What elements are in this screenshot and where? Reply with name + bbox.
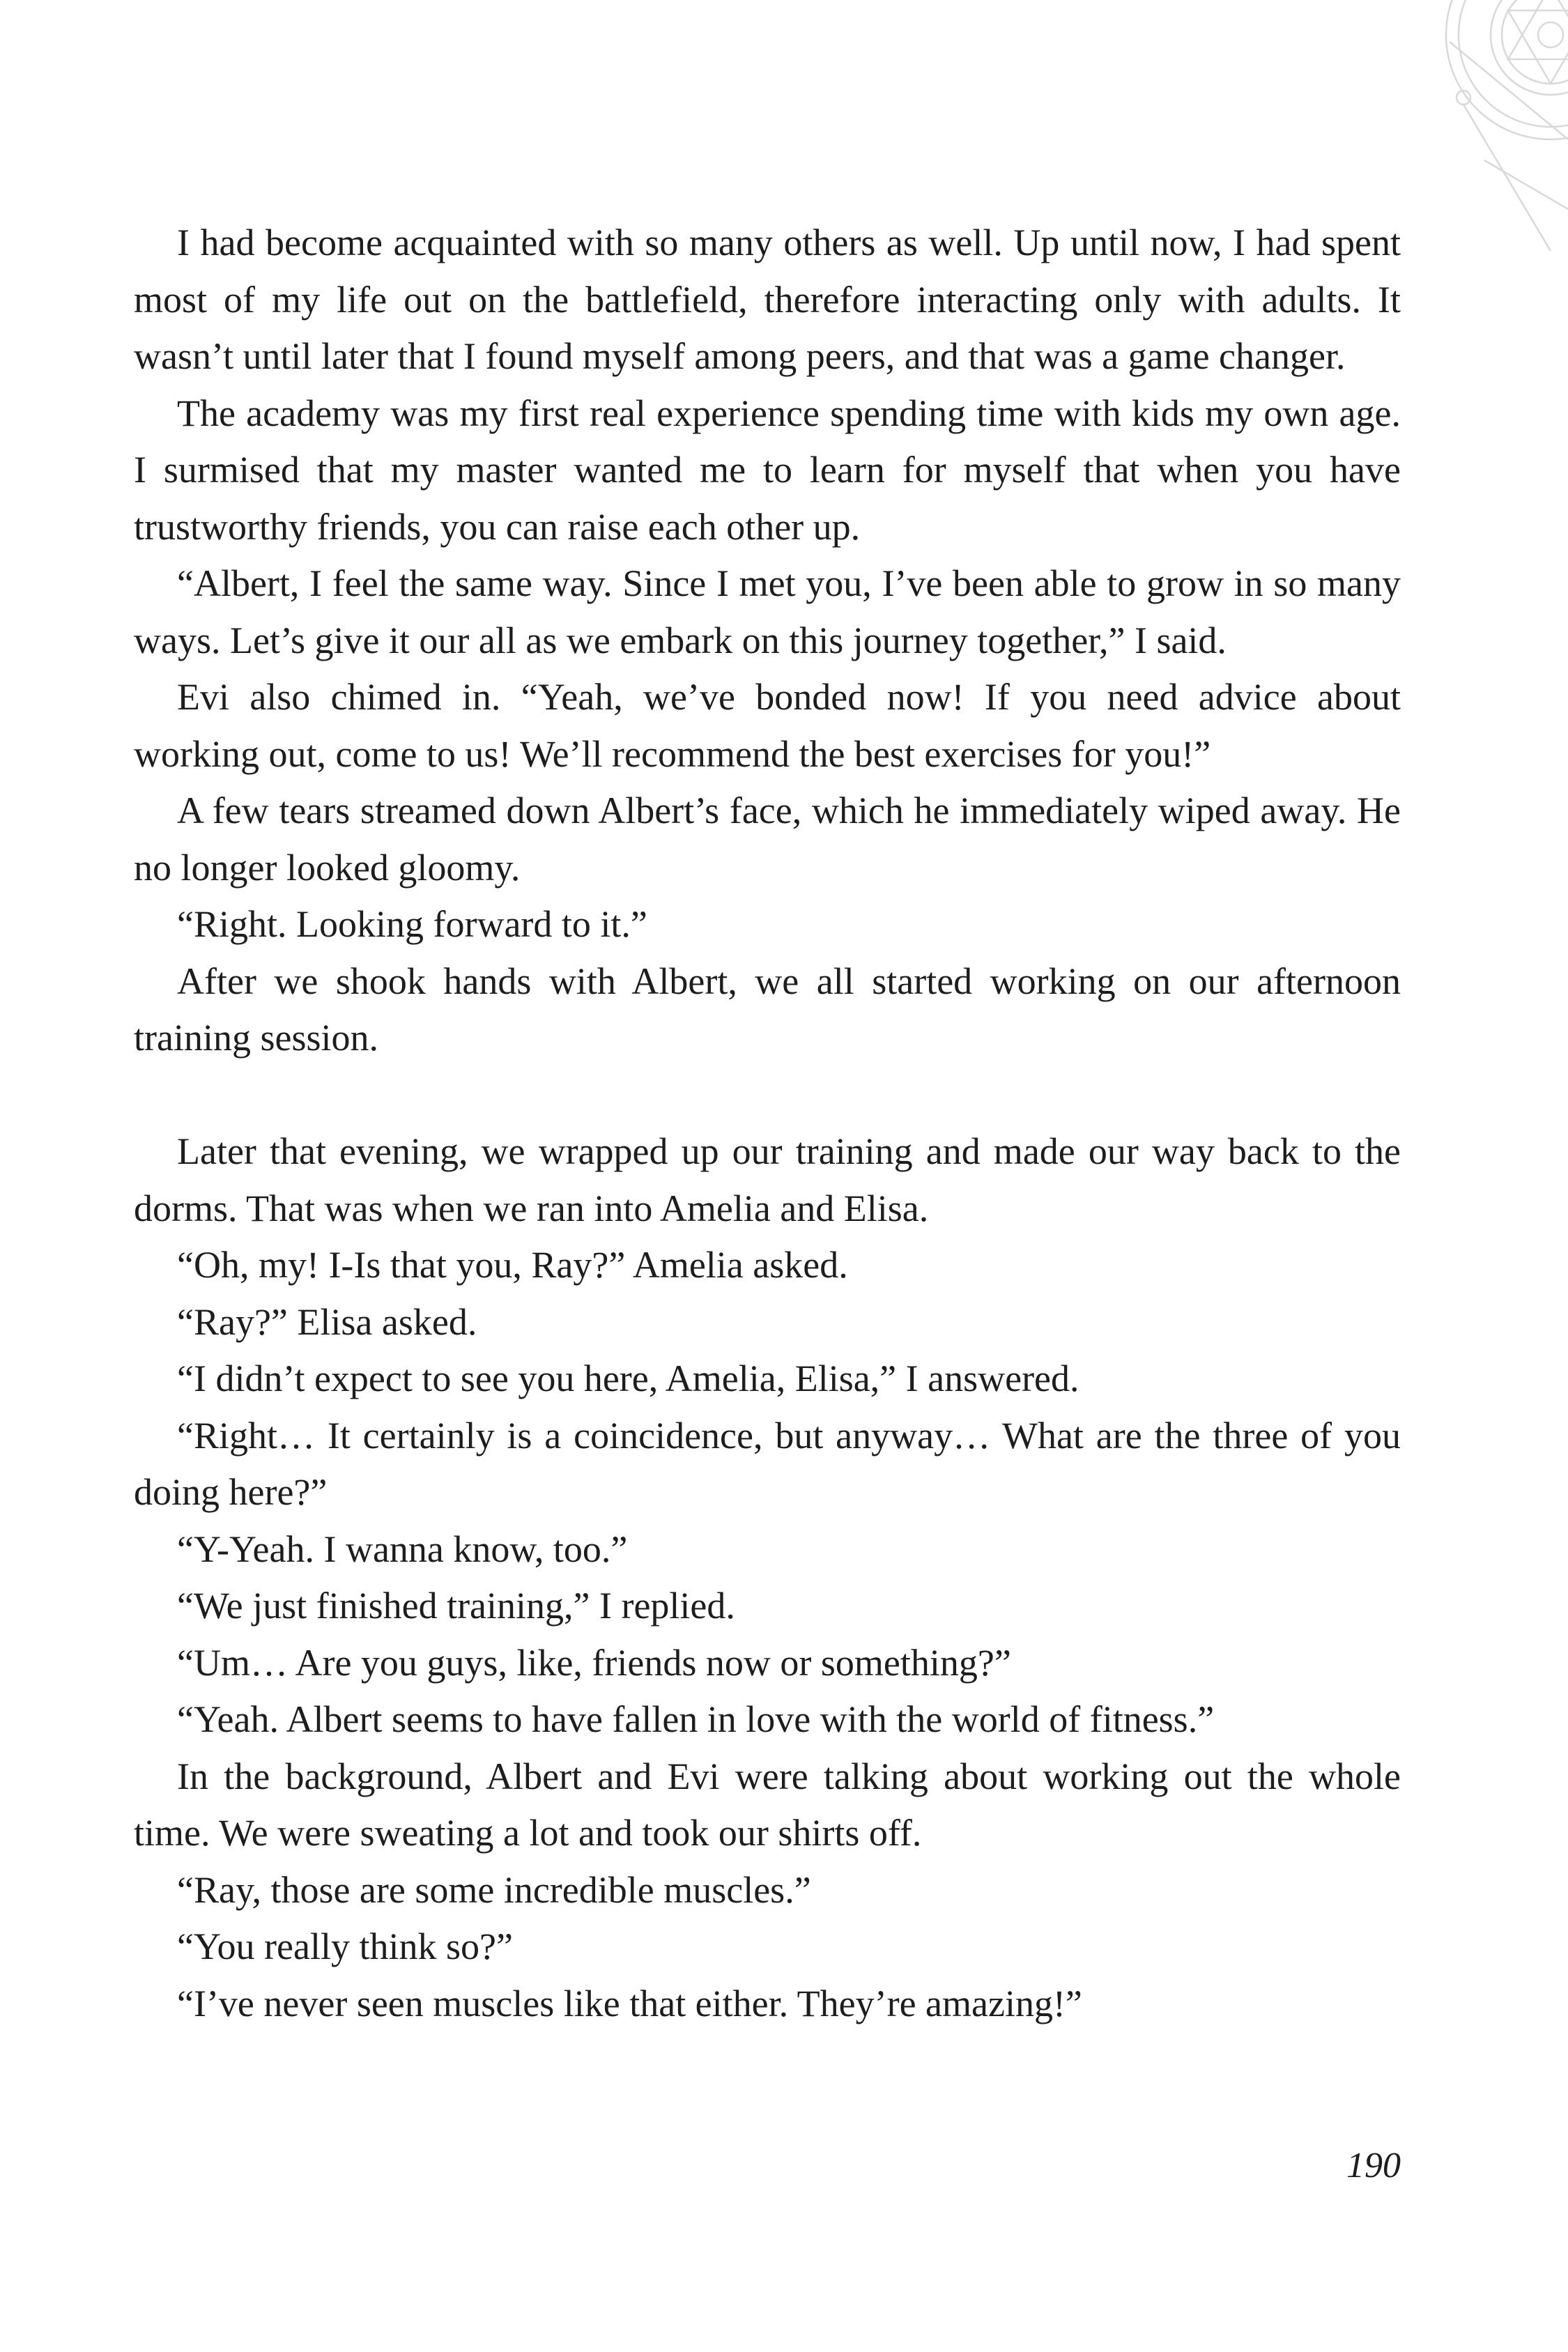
paragraph: “Ray?” Elisa asked.	[177, 1300, 477, 1343]
paragraph: In the background, Albert and Evi were talking about working out the whole time. We were sweating a lot and took our shirts off.	[134, 1755, 1401, 1854]
paragraph: “You really think so?”	[177, 1926, 513, 1967]
paragraph: “Right… It certainly is a coincidence, but anyway… What are the three of you doing here?”	[134, 1414, 1401, 1513]
paragraph: I had become acquainted with so many others as well. Up until now, I had spent most of my life out on the battlefield, therefore interacting only with adults. It wasn’t until later that I found myself among peers, and that was a game changer.	[134, 222, 1401, 377]
paragraph: “Um… Are you guys, like, friends now or something?”	[177, 1641, 1011, 1684]
paragraph: After we shook hands with Albert, we all started working on our afternoon training session.	[134, 960, 1401, 1059]
paragraph: “We just finished training,” I replied.	[177, 1585, 735, 1627]
paragraph: “Oh, my! I-Is that you, Ray?” Amelia asked.	[177, 1244, 848, 1286]
page-number: 190	[1346, 2146, 1401, 2185]
paragraph: “Albert, I feel the same way. Since I met you, I’ve been able to grow in so many ways. Let’s give it our all as we embark on this journey together,” I said.	[134, 562, 1401, 661]
paragraph: The academy was my first real experience spending time with kids my own age. I surmised that my master wanted me to learn for myself that when you have trustworthy friends, you can raise each other up.	[134, 392, 1401, 548]
scene-break	[134, 1067, 1401, 1124]
paragraph: “Right. Looking forward to it.”	[177, 903, 647, 945]
magic-circle-icon	[1422, 0, 1568, 251]
paragraph: Later that evening, we wrapped up our training and made our way back to the dorms. That was when we ran into Amelia and Elisa.	[134, 1130, 1401, 1229]
paragraph: A few tears streamed down Albert’s face, which he immediately wiped away. He no longer looked gloomy.	[134, 790, 1401, 889]
paragraph: “I’ve never seen muscles like that either. They’re amazing!”	[177, 1982, 1082, 2024]
paragraph: “Y-Yeah. I wanna know, too.”	[177, 1528, 628, 1570]
body-text	[134, 215, 1401, 2032]
paragraph: “Ray, those are some incredible muscles.”	[177, 1868, 811, 1911]
paragraph: “Yeah. Albert seems to have fallen in love with the world of fitness.”	[177, 1698, 1215, 1740]
paragraph: Evi also chimed in. “Yeah, we’ve bonded now! If you need advice about working out, come to us! We’ll recommend the best exercises for you!”	[134, 676, 1401, 775]
paragraph: “I didn’t expect to see you here, Amelia, Elisa,” I answered.	[177, 1358, 1079, 1399]
